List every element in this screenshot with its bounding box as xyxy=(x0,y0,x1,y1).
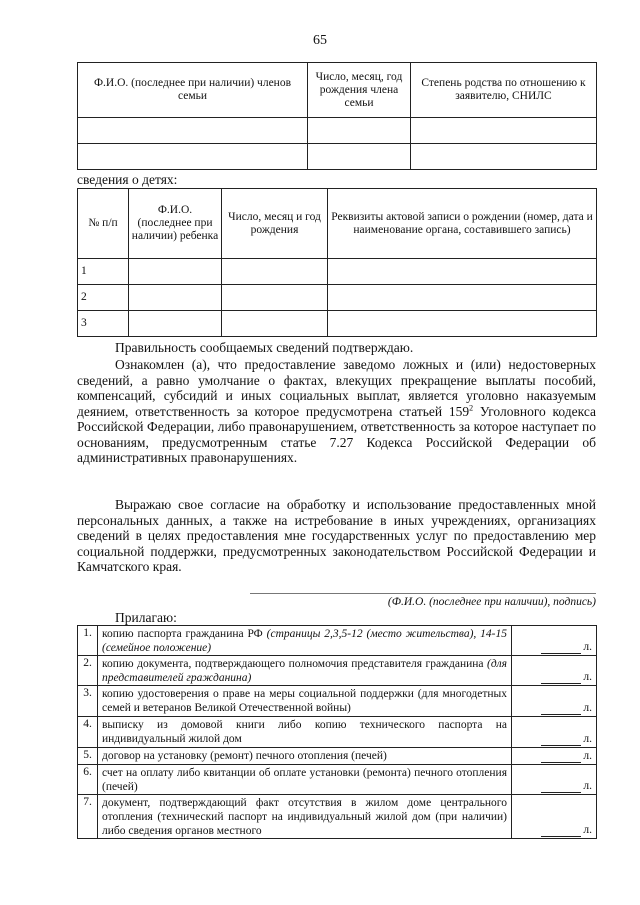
confirmation-paragraph: Правильность сообщаемых сведений подтверждаю. xyxy=(115,340,414,355)
table-row xyxy=(78,765,597,795)
pages-unit: л. xyxy=(583,671,592,683)
attachment-number: 6. xyxy=(78,765,98,795)
liability-warning-paragraph xyxy=(77,357,596,466)
attachment-number: 2. xyxy=(78,656,98,686)
pages-blank[interactable] xyxy=(541,781,581,793)
table-row xyxy=(78,717,597,748)
attachment-description: документ, подтверждающий факт отсутствия в жилом доме центрального отопления (технический паспорт на индивидуальный жилой дом (при наличии) либо сведения органов местного xyxy=(98,795,512,839)
page-number: 65 xyxy=(313,33,327,48)
child-fio-cell[interactable] xyxy=(129,311,222,337)
attachment-description xyxy=(98,656,512,686)
child-birthdate-cell[interactable] xyxy=(222,259,328,285)
family-fio-cell[interactable] xyxy=(78,144,308,170)
table-row xyxy=(78,311,597,337)
attachment-description xyxy=(98,626,512,656)
child-record-cell[interactable] xyxy=(328,285,597,311)
pages-unit: л. xyxy=(583,702,592,714)
attachment-pages[interactable] xyxy=(512,656,597,686)
attachment-note: (страницы 2,3,5-12 (место жительства), 14-15 (семейное положение) xyxy=(102,628,507,654)
child-fio-cell[interactable] xyxy=(129,259,222,285)
pages-unit: л. xyxy=(583,824,592,836)
family-birthdate-cell[interactable] xyxy=(308,144,411,170)
table-row xyxy=(78,626,597,656)
article-superscript: 2 xyxy=(469,403,474,412)
child-record-cell[interactable] xyxy=(328,311,597,337)
attachment-pages[interactable] xyxy=(512,626,597,656)
attachment-pages[interactable] xyxy=(512,765,597,795)
child-fio-cell[interactable] xyxy=(129,285,222,311)
family-fio-cell[interactable] xyxy=(78,118,308,144)
pages-unit: л. xyxy=(583,750,592,762)
pages-blank[interactable] xyxy=(541,642,581,654)
pages-blank[interactable] xyxy=(541,734,581,746)
table-header-row xyxy=(78,189,597,259)
attachment-number: 3. xyxy=(78,686,98,717)
signature-caption: (Ф.И.О. (последнее при наличии), подпись) xyxy=(387,596,596,608)
family-members-table xyxy=(77,62,597,170)
attachment-pages[interactable] xyxy=(512,795,597,839)
attachment-description: договор на установку (ремонт) печного отопления (печей) xyxy=(98,748,512,765)
pages-unit: л. xyxy=(583,780,592,792)
family-birthdate-cell[interactable] xyxy=(308,118,411,144)
attachment-pages[interactable] xyxy=(512,748,597,765)
attachment-text: копию документа, подтверждающего полномочия представителя гражданина xyxy=(102,658,487,670)
table-row xyxy=(78,285,597,311)
table-row xyxy=(78,144,597,170)
attachment-number: 1. xyxy=(78,626,98,656)
table-header-row xyxy=(78,63,597,118)
pages-blank[interactable] xyxy=(541,672,581,684)
table-row xyxy=(78,259,597,285)
attachment-pages[interactable] xyxy=(512,686,597,717)
attachment-description: копию удостоверения о праве на меры социальной поддержки (для многодетных семей и ветеранов Великой Отечественной войны) xyxy=(98,686,512,717)
attachment-number: 5. xyxy=(78,748,98,765)
signature-line[interactable] xyxy=(250,593,596,594)
attachment-description: счет на оплату либо квитанции об оплате установки (ремонта) печного отопления (печей) xyxy=(98,765,512,795)
pages-unit: л. xyxy=(583,733,592,745)
row-number: 3 xyxy=(78,311,129,337)
attachments-table xyxy=(77,625,597,839)
consent-paragraph: Выражаю свое согласие на обработку и использование предоставленных мной персональных данных, а также на истребование в иных учреждениях, организациях сведений в целях предоставления мне государственных услуг по предоставлению мер социальной поддержки, предусмотренных законодательством Российской Федерации и Камчатского края. xyxy=(77,497,596,574)
pages-blank[interactable] xyxy=(541,703,581,715)
column-header-fio: Ф.И.О. (последнее при наличии) членов семьи xyxy=(78,63,308,118)
table-row xyxy=(78,118,597,144)
column-header-birthdate: Число, месяц, год рождения члена семьи xyxy=(308,63,411,118)
table-row xyxy=(78,748,597,765)
column-header-relation: Степень родства по отношению к заявителю, СНИЛС xyxy=(411,63,597,118)
pages-blank[interactable] xyxy=(541,751,581,763)
attachment-number: 4. xyxy=(78,717,98,748)
attachment-number: 7. xyxy=(78,795,98,839)
attachment-description: выписку из домовой книги либо копию технического паспорта на индивидуальный жилой дом xyxy=(98,717,512,748)
attachment-text: копию паспорта гражданина РФ xyxy=(102,628,267,640)
attachments-label: Прилагаю: xyxy=(115,610,177,625)
child-birthdate-cell[interactable] xyxy=(222,311,328,337)
family-relation-cell[interactable] xyxy=(411,118,597,144)
family-relation-cell[interactable] xyxy=(411,144,597,170)
attachment-pages[interactable] xyxy=(512,717,597,748)
pages-blank[interactable] xyxy=(541,825,581,837)
column-header-child-birthdate: Число, месяц и год рождения xyxy=(222,189,328,259)
pages-unit: л. xyxy=(583,641,592,653)
warning-text-part2: Уголовного кодекса Российской Федерации, либо правонарушением, ответственность за которое наступает по основаниям, предусмотренным статье 7.27 Кодекса Российской Федерации об административных правонарушениях. xyxy=(77,403,596,465)
column-header-birth-record: Реквизиты актовой записи о рождении (номер, дата и наименование органа, составившего запись) xyxy=(328,189,597,259)
column-header-number: № п/п xyxy=(78,189,129,259)
children-section-label: сведения о детях: xyxy=(77,172,178,187)
table-row xyxy=(78,686,597,717)
row-number: 2 xyxy=(78,285,129,311)
child-birthdate-cell[interactable] xyxy=(222,285,328,311)
attachment-note: (для представителей гражданина) xyxy=(102,658,507,684)
children-table xyxy=(77,188,597,337)
row-number: 1 xyxy=(78,259,129,285)
table-row xyxy=(78,656,597,686)
column-header-child-fio: Ф.И.О. (последнее при наличии) ребенка xyxy=(129,189,222,259)
warning-text-part1: Ознакомлен (а), что предоставление заведомо ложных и (или) недостоверных сведений, а равно умолчание о фактах, влекущих прекращение выплаты пособий, компенсаций, субсидий и иных социальных выплат, является уголовно наказуемым деянием, ответственность за которое предусмотрена статьей 159 xyxy=(77,357,596,419)
child-record-cell[interactable] xyxy=(328,259,597,285)
table-row xyxy=(78,795,597,839)
